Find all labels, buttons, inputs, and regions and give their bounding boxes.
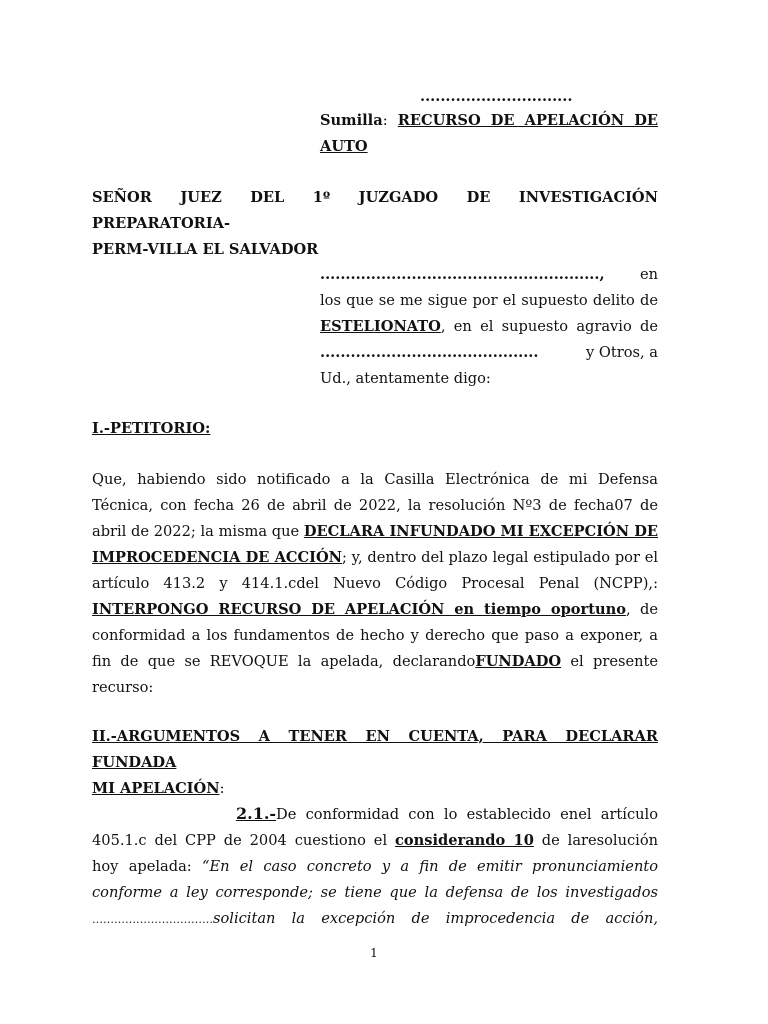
intro-line3-rest: , en el supuesto agravio de [440,318,658,335]
sumilla [320,108,658,160]
petitorio-line6b: , de [625,601,658,618]
petitorio-line9: recurso: [92,679,154,696]
arguments-line3a: hoy apelada: [92,858,202,875]
addressee [92,185,658,263]
intro-line5: Ud., atentamente digo: [320,370,491,387]
intro-l1-end: en [639,266,658,283]
intro-line2: los que se me sigue por el supuesto delito de [320,292,658,309]
quote-line1: “En el caso concreto y a fin de emitir pronunciamiento [202,858,658,875]
item-number-2-1: 2.1.- [236,804,277,823]
page-number: 1 [370,946,378,960]
intro-block [320,262,658,392]
fundado: FUNDADO [475,653,562,670]
intro-line4-end: y Otros, a [586,344,658,361]
petitorio-line8a: fin de que se REVOQUE la apelada, declarando [92,653,476,670]
petitorio-line3a: abril de 2022; la misma que [92,523,304,540]
dots-placeholder: .............................. [420,88,573,105]
arguments-line1: De conformidad con lo establecido enel artículo [276,806,658,823]
arguments-line2c: de laresolución [533,832,659,849]
victim-placeholder-dots: ........................................... [320,344,539,361]
interpongo-recurso: INTERPONGO RECURSO DE APELACIÓN en tiempo oportuno [92,601,626,618]
petitorio-line7: conformidad a los fundamentos de hecho y derecho que paso a exponer, a [92,627,658,644]
sumilla-colon: : [382,112,388,129]
petitorio-line1: Que, habiendo sido notificado a la Casilla Electrónica de mi Defensa [92,471,658,488]
crime-name: ESTELIONATO [320,318,441,335]
sumilla-title-line2: AUTO [320,138,368,155]
petitorio-line2: Técnica, con fecha 26 de abril de 2022, la resolución Nº3 de fecha07 de [92,497,658,514]
section1-heading [92,416,210,442]
section1-paragraph [92,467,658,701]
name-placeholder-dots: ......................................................., [320,266,605,283]
petitorio-heading: I.-PETITORIO: [92,420,211,437]
section2-heading [92,724,658,802]
quote-line2: conforme a ley corresponde; se tiene que la defensa de los investigados [92,884,658,901]
petitorio-line4b: ; y, dentro del plazo legal estipulado por el [342,549,658,566]
improcedencia-accion: IMPROCEDENCIA DE ACCIÓN [92,549,343,566]
arguments-line2a: 405.1.c del CPP de 2004 cuestiono el [92,832,396,849]
petitorio-line8c: el presente [561,653,659,670]
header-dots [420,84,572,110]
arguments-heading-line2: MI APELACIÓN [92,780,220,797]
arguments-heading-colon: : [219,780,225,797]
sumilla-title-line1: RECURSO DE APELACIÓN DE [397,112,658,129]
section2-paragraph [92,801,658,933]
arguments-heading-line1: II.-ARGUMENTOS A TENER EN CUENTA, PARA DECLARAR FUNDADA [92,728,658,771]
quote-line3: solicitan la excepción de improcedencia de acción, [213,910,658,927]
considerando-10: considerando 10 [395,832,534,849]
petitorio-line5: artículo 413.2 y 414.1.cdel Nuevo Código Procesal Penal (NCPP),: [92,575,658,592]
sumilla-label: Sumilla [320,112,383,129]
addressee-line1: SEÑOR JUEZ DEL 1º JUZGADO DE INVESTIGACIÓN PREPARATORIA- [92,189,658,232]
addressee-line2: PERM-VILLA EL SALVADOR [92,241,319,258]
declara-infundado: DECLARA INFUNDADO MI EXCEPCIÓN DE [303,523,658,540]
quote-dots: …………………………… [92,913,213,926]
